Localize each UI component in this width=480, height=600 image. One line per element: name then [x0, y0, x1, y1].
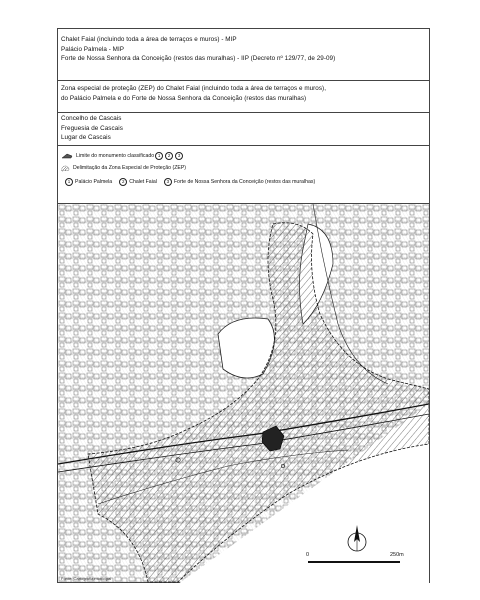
map-sheet: [57, 28, 430, 583]
north-arrow-icon: [346, 521, 368, 555]
location-lugar: Lugar de Cascais: [61, 134, 111, 141]
legend-chalet-faial: Chalet Faial: [129, 178, 157, 185]
monument-number-1: 1: [155, 152, 163, 160]
cadastral-map: [58, 204, 429, 583]
monument-number-2: 2: [165, 152, 173, 160]
legend-block: [58, 145, 429, 203]
zep-title-line-1: Zona especial de proteção (ZEP) do Chalet Faial (incluindo toda a área de terraços e muros),: [61, 85, 327, 92]
scale-line: [308, 561, 400, 563]
legend-zep: [61, 165, 186, 172]
monument-limit-symbol-icon: [61, 153, 73, 159]
zep-hatch-symbol-icon: [61, 165, 70, 172]
title-chalet-faial: Chalet Faial (incluindo toda a área de terraços e muros) - MIP: [61, 36, 237, 43]
zep-block: [58, 80, 429, 112]
legend-monument-limit: [61, 152, 185, 160]
scale-end-label: 250m: [390, 552, 404, 558]
zep-title-line-2: do Palácio Palmela e do Forte de Nossa Senhora da Conceição (restos das muralhas): [61, 94, 307, 102]
legend-monument-limit-label: Limite do monumento classificado: [76, 152, 155, 159]
title-block: [58, 28, 429, 80]
location-concelho: Concelho de Cascais: [61, 115, 122, 122]
legend-number-3: 3: [164, 178, 172, 186]
scale-bar: [308, 552, 408, 566]
legend-number-1: 1: [65, 178, 73, 186]
source-note: Fonte: Cartografia municipal: [61, 576, 112, 581]
legend-palacio-palmela: Palácio Palmela: [75, 178, 113, 185]
title-palacio-palmela: Palácio Palmela - MIP: [61, 45, 124, 53]
legend-zep-label: Delimitação da Zona Especial de Proteção (ZEP): [73, 165, 187, 171]
location-freguesia: Freguesia de Cascais: [61, 124, 123, 132]
legend-forte: Forte de Nossa Senhora da Conceição (restos das muralhas): [173, 178, 316, 185]
scale-start-label: 0: [306, 552, 310, 558]
monument-number-3: 3: [175, 152, 183, 160]
legend-number-2: 2: [119, 178, 127, 186]
title-forte: Forte de Nossa Senhora da Conceição (restos das muralhas) - IIP (Decreto nº 129/77, de 29-09): [61, 55, 336, 62]
map-frame[interactable]: [58, 203, 429, 583]
legend-monument-list: [64, 178, 315, 186]
location-block: [58, 112, 429, 145]
